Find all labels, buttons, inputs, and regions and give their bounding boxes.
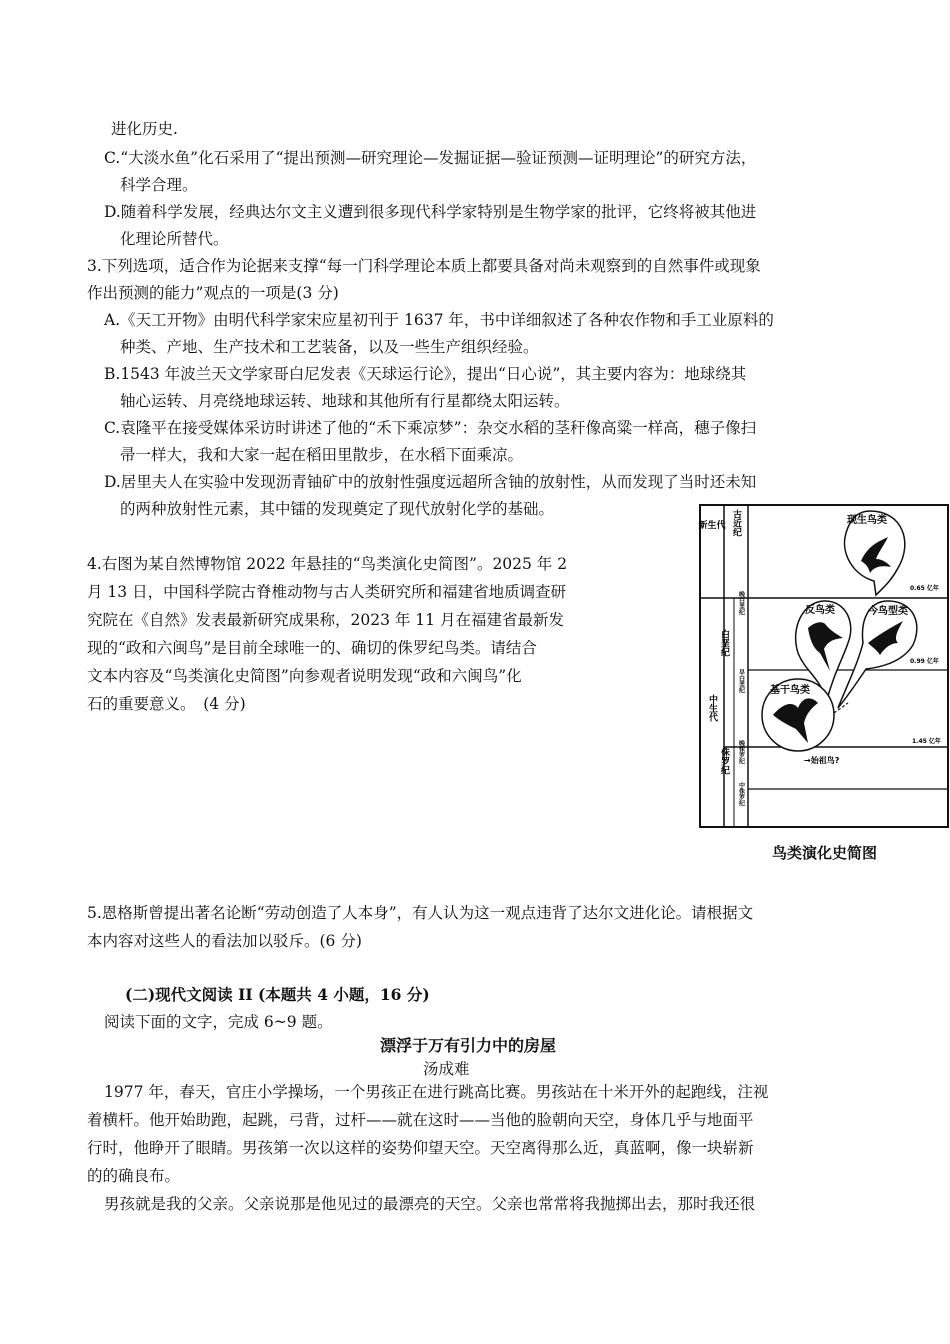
text-line: 石的重要意义。 (4 分) (87, 695, 246, 713)
period-paleogene: 古近纪 (731, 509, 741, 537)
text-line: 科学合理。 (120, 176, 198, 194)
label-enantiornithes: 反鸟类 (805, 605, 835, 616)
paragraph-line: 行时，他睁开了眼睛。男孩第一次以这样的姿势仰望天空。天空离得那么近，真蓝啊，像一块崭新 (87, 1139, 754, 1157)
text-line: 月 13 日，中国科学院古脊椎动物与古人类研究所和福建省地质调查研 (87, 583, 567, 601)
text-line: 究院在《自然》发表最新研究成果称，2023 年 11 月在福建省最新发 (87, 611, 564, 629)
question-5: 5.恩格斯曾提出著名论断“劳动创造了人本身”，有人认为这一观点违背了达尔文进化论。请根据文 (87, 904, 754, 922)
option-c: C.袁隆平在接受媒体采访时讲述了他的“禾下乘凉梦”：杂交水稻的茎秆像高粱一样高，穗子像扫 (104, 419, 757, 437)
text-line: 化理论所替代。 (120, 230, 229, 248)
age-label-145: 1.45 亿年 (912, 738, 941, 745)
question-3: 3.下列选项，适合作为论据来支撑“每一门科学理论本质上都要具备对尚未观察到的自然事件或现象 (87, 257, 761, 275)
label-archaeopteryx: →始祖鸟? (804, 756, 840, 765)
text-line: 进化历史. (111, 120, 178, 138)
era-cenozoic: 新生代 (698, 521, 726, 531)
text-line: 种类、产地、生产技术和工艺装备，以及一些生产组织经验。 (120, 338, 539, 356)
label-modern-birds: 现生鸟类 (847, 515, 887, 526)
epoch-early-cretaceous: 早白垩纪 (737, 669, 745, 693)
text-line: 的两种放射性元素，其中镭的发现奠定了现代放射化学的基础。 (120, 500, 555, 518)
article-title: 漂浮于万有引力中的房屋 (380, 1036, 557, 1055)
text-line: 帚一样大，我和大家一起在稻田里散步，在水稻下面乘凉。 (120, 446, 524, 464)
period-cretaceous: 白垩纪 (719, 629, 729, 657)
label-basal-birds: 基干鸟类 (770, 685, 810, 696)
paragraph-line: 男孩就是我的父亲。父亲说那是他见过的最漂亮的天空。父亲也常常将我抛掷出去，那时我还很 (104, 1195, 756, 1213)
figure-caption: 鸟类演化史简图 (772, 844, 878, 862)
option-c: C.“大淡水鱼”化石采用了“提出预测—研究理论—发掘证据—验证预测—证明理论”的研究方法， (104, 149, 757, 167)
era-mesozoic: 中生代 (707, 694, 717, 722)
age-label-065: 0.65 亿年 (910, 585, 939, 592)
paragraph-line: 的的确良布。 (87, 1167, 181, 1185)
bird-evolution-diagram (698, 503, 950, 831)
article-author: 汤成难 (423, 1060, 470, 1078)
text-line: 4.右图为某自然博物馆 2022 年悬挂的“鸟类演化史简图”。2025 年 2 (87, 555, 568, 573)
section-heading: (二)现代文阅读 II (本题共 4 小题，16 分) (125, 985, 430, 1004)
epoch-late-cretaceous: 晚白垩纪 (737, 591, 745, 615)
epoch-middle-jurassic: 中侏罗纪 (737, 782, 745, 806)
question-4 (87, 550, 627, 718)
instruction: 阅读下面的文字，完成 6~9 题。 (104, 1013, 333, 1031)
paragraph-line: 1977 年，春天，官庄小学操场，一个男孩正在进行跳高比赛。男孩站在十米开外的起跑线，注视 (104, 1083, 769, 1101)
text-line: 轴心运转、月亮绕地球运转、地球和其他所有行星都绕太阳运转。 (120, 392, 570, 410)
label-ornithurae: 今鸟型类 (868, 606, 908, 617)
text-line: 现的“政和六闽鸟”是目前全球唯一的、确切的侏罗纪鸟类。请结合 (87, 639, 537, 657)
epoch-late-jurassic: 晚侏罗纪 (737, 740, 745, 764)
option-d: D.居里夫人在实验中发现沥青铀矿中的放射性强度远超所含铀的放射性，从而发现了当时还未知 (104, 473, 757, 491)
option-b: B.1543 年波兰天文学家哥白尼发表《天球运行论》，提出“日心说”，其主要内容为：地球绕其 (104, 365, 747, 383)
text-line: 本内容对这些人的看法加以驳斥。(6 分) (87, 932, 362, 950)
period-jurassic: 侏罗纪 (719, 747, 729, 775)
age-label-099: 0.99 亿年 (910, 658, 939, 665)
paragraph-line: 着横杆。他开始助跑，起跳，弓背，过杆——就在这时——当他的脸朝向天空，身体几乎与地面平 (87, 1111, 754, 1129)
option-d: D.随着科学发展，经典达尔文主义遭到很多现代科学家特别是生物学家的批评，它终将被其他进 (104, 203, 757, 221)
option-a: A.《天工开物》由明代科学家宋应星初刊于 1637 年，书中详细叙述了各种农作物和手工业原料的 (104, 311, 774, 329)
text-line: 文本内容及“鸟类演化史简图”向参观者说明发现“政和六闽鸟”化 (87, 667, 522, 685)
text-line: 作出预测的能力”观点的一项是(3 分) (87, 284, 339, 302)
